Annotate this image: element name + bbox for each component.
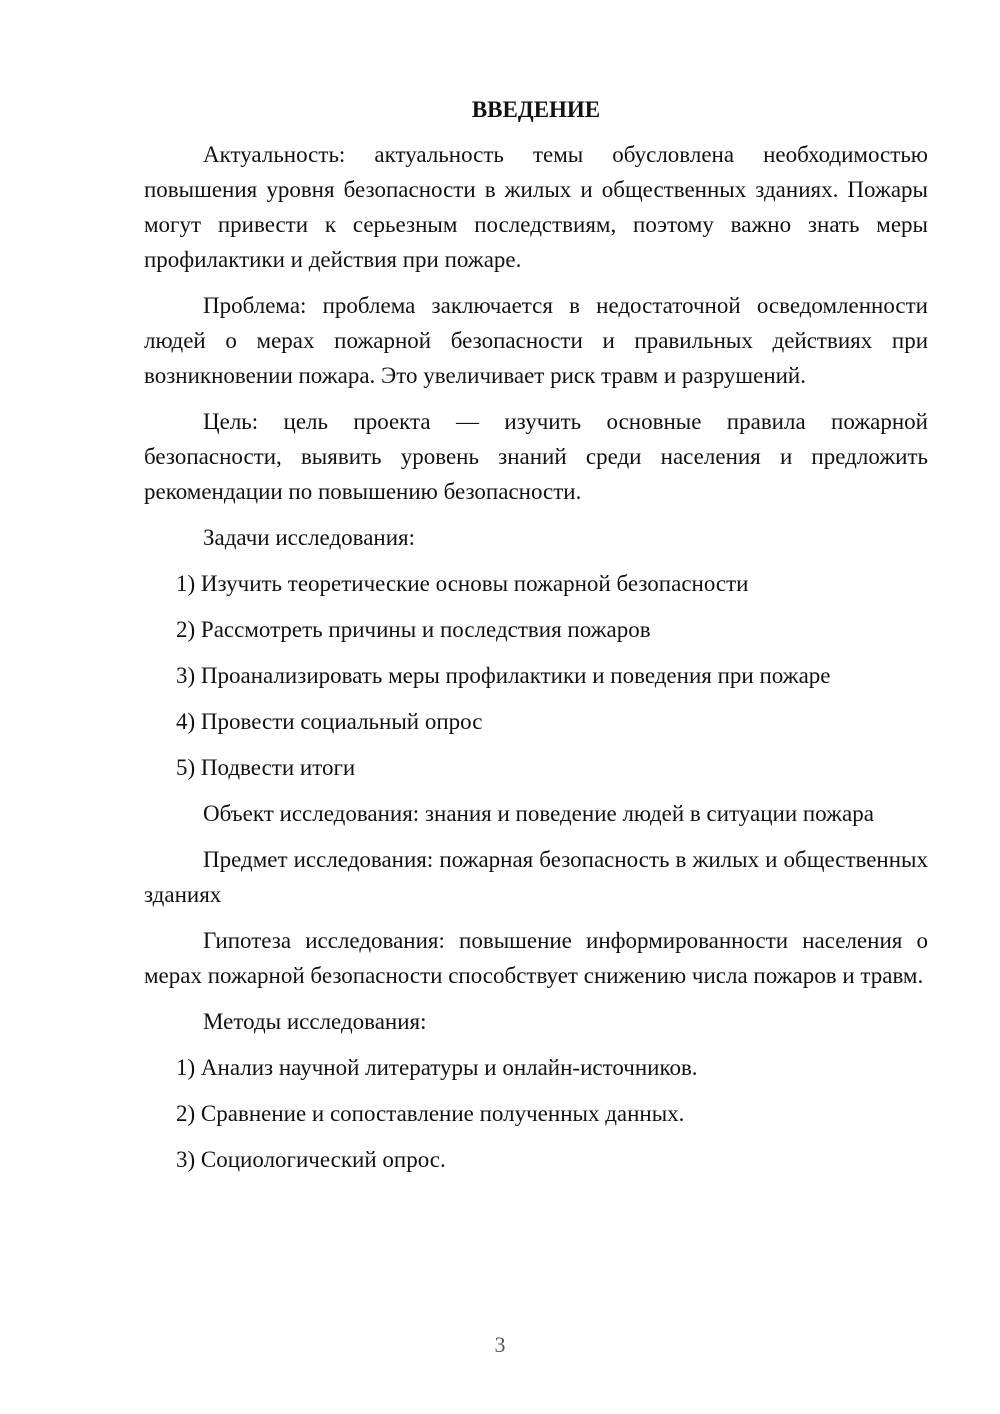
object-paragraph: Объект исследования: знания и поведение людей в ситуации пожара (203, 801, 874, 826)
method-item: 1) Анализ научной литературы и онлайн-источников. (176, 1055, 698, 1080)
hypothesis-paragraph: Гипотеза исследования: повышение информированности населения о мерах пожарной безопасности способствует снижению числа пожаров и травм. (144, 928, 928, 988)
section-title: ВВЕДЕНИЕ (471, 97, 601, 122)
method-item: 3) Социологический опрос. (176, 1147, 446, 1172)
page-number: 3 (494, 1332, 506, 1357)
task-item: 1) Изучить теоретические основы пожарной безопасности (176, 571, 749, 596)
relevance-paragraph: Актуальность: актуальность темы обусловлена необходимостью повышения уровня безопасности в жилых и общественных зданиях. Пожары могут привести к серьезным последствиям, поэтому важно знать меры профилактики и действия при пожаре. (144, 142, 928, 272)
subject-paragraph: Предмет исследования: пожарная безопасность в жилых и общественных зданиях (144, 847, 928, 907)
problem-paragraph: Проблема: проблема заключается в недостаточной осведомленности людей о мерах пожарной безопасности и правильных действиях при возникновении пожара. Это увеличивает риск травм и разрушений. (144, 293, 928, 388)
methods-heading: Методы исследования: (203, 1009, 427, 1034)
task-item: 4) Провести социальный опрос (176, 709, 483, 734)
task-item: 5) Подвести итоги (176, 755, 356, 780)
task-item: 3) Проанализировать меры профилактики и поведения при пожаре (176, 663, 831, 688)
tasks-heading: Задачи исследования: (203, 525, 416, 550)
goal-paragraph: Цель: цель проекта — изучить основные правила пожарной безопасности, выявить уровень знаний среди населения и предложить рекомендации по повышению безопасности. (144, 409, 928, 504)
task-item: 2) Рассмотреть причины и последствия пожаров (176, 617, 651, 642)
page-content (144, 92, 928, 1188)
method-item: 2) Сравнение и сопоставление полученных данных. (176, 1101, 685, 1126)
